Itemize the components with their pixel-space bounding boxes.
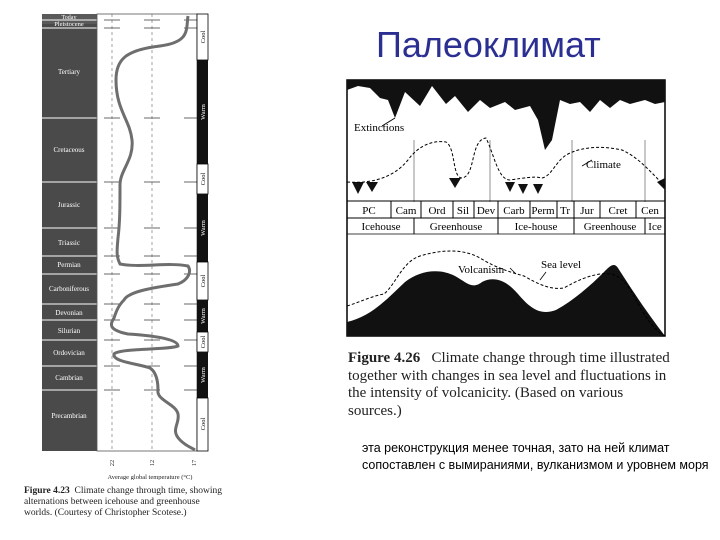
period-jurassic: Jurassic (57, 201, 81, 209)
period-pleistocene: Pleistocene (54, 21, 84, 28)
period-label: Perm (531, 205, 555, 217)
period-cretaceous: Cretaceous (53, 146, 85, 154)
climate-label: Climate (586, 159, 621, 171)
period-label: Cret (608, 205, 628, 217)
right-caption-text: Climate change through time illustrated together with changes in sea level and fluctuations in the intensity of volcanicity. (Based on various sources.) (348, 350, 670, 419)
period-label: Dev (476, 205, 496, 217)
period-label: Ord (428, 205, 446, 217)
period-triassic: Triassic (58, 239, 80, 247)
period-ordovician: Ordovician (53, 349, 85, 357)
x-tick-label: 12 (149, 459, 156, 467)
left-caption-text: Climate change through time, showing alternations between icehouse and greenhouse worlds. (Courtesy of Christopher Scotese.) (24, 486, 222, 518)
right-caption (348, 350, 678, 420)
world-label: Ice (648, 221, 662, 233)
period-label: Carb (503, 205, 525, 217)
period-label: Cen (641, 205, 659, 217)
x-axis-label: Average global temperature (°C) (107, 474, 193, 480)
climate-state-label: Warm (200, 104, 207, 120)
volcanism-label: Volcanism (458, 264, 505, 276)
period-devonian: Devonian (55, 309, 83, 317)
climate-state-label: Warm (200, 308, 207, 324)
period-label: PC (362, 205, 376, 217)
period-label: Tr (560, 205, 570, 217)
slide-note: эта реконструкция менее точная, зато на ней климат сопоставлен с вымираниями, вулканизмом и уровнем моря (362, 441, 709, 472)
left-caption-label: Figure 4.23 (24, 486, 70, 496)
period-today: Today (61, 15, 77, 21)
x-tick-label: 22 (109, 459, 116, 467)
x-tick-label: 17 (191, 459, 198, 467)
world-label: Greenhouse (583, 221, 637, 233)
period-label: Jur (580, 205, 594, 217)
climate-state-label: Cool (200, 30, 207, 44)
period-label: Cam (395, 205, 417, 217)
climate-state-label: Warm (200, 220, 207, 236)
period-silurian: Silurian (57, 327, 81, 335)
world-label: Icehouse (361, 221, 401, 233)
climate-state-label: Cool (200, 417, 207, 431)
period-permian: Permian (57, 261, 81, 269)
world-label: Ice-house (514, 221, 558, 233)
slide-title: Палеоклимат (376, 24, 601, 65)
left-caption (24, 486, 224, 519)
climate-state-label: Warm (200, 367, 207, 383)
sea-level-label: Sea level (541, 259, 582, 271)
world-label: Greenhouse (429, 221, 483, 233)
extinctions-label: Extinctions (354, 122, 405, 134)
period-label: Sil (456, 205, 470, 217)
right-caption-label: Figure 4.26 (348, 350, 421, 366)
climate-state-label: Cool (200, 335, 207, 349)
period-carboniferous: Carboniferous (48, 285, 90, 293)
period-cambrian: Cambrian (55, 374, 83, 382)
period-tertiary: Tertiary (57, 68, 81, 76)
climate-state-label: Cool (200, 274, 207, 288)
climate-state-label: Cool (200, 172, 207, 186)
period-precambrian: Precambrian (51, 412, 87, 420)
